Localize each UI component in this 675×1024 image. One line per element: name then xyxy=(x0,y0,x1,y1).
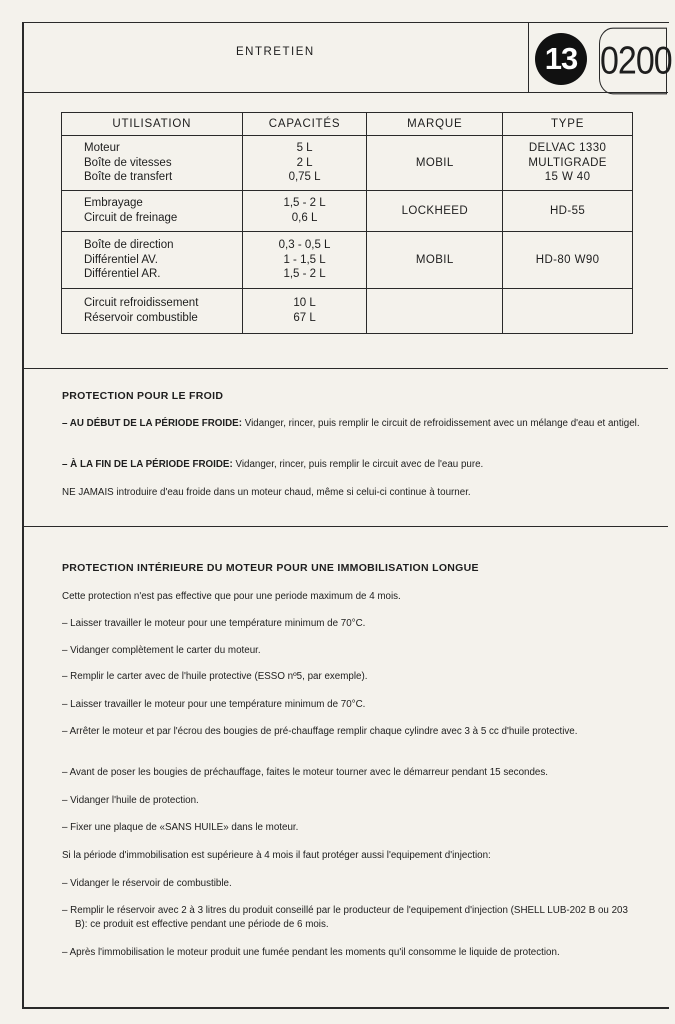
froid-paragraph-end xyxy=(62,458,627,472)
cell-line: MULTIGRADE xyxy=(528,156,607,169)
capacity-cell xyxy=(242,136,367,191)
list-item: – Laisser travailler le moteur pour une température minimum de 70°C. xyxy=(62,618,366,629)
type-cell xyxy=(503,289,633,334)
froid-lead: – À LA FIN DE LA PÉRIODE FROIDE: xyxy=(62,459,233,470)
type-cell xyxy=(503,136,633,191)
brand-cell xyxy=(367,191,503,232)
cell-line: Embrayage xyxy=(84,197,143,210)
table-row xyxy=(62,136,633,191)
section-title-immobilisation: PROTECTION INTÉRIEURE DU MOTEUR POUR UNE IMMOBILISATION LONGUE xyxy=(62,562,479,574)
list-item: – Laisser travailler le moteur pour une température minimum de 70°C. xyxy=(62,699,366,710)
page-code-badge: 0200 xyxy=(599,28,667,95)
utilisation-cell xyxy=(62,136,243,191)
capacity-cell xyxy=(242,289,367,334)
table-row xyxy=(62,232,633,289)
cell-line: HD-55 xyxy=(549,204,586,217)
brand-cell xyxy=(367,232,503,289)
cell-line: Différentiel AR. xyxy=(84,268,161,281)
section-separator xyxy=(22,368,668,369)
cell-line: Boîte de direction xyxy=(84,239,174,252)
cell-line: 1,5 - 2 L xyxy=(283,268,326,281)
cell-line: Boîte de vitesses xyxy=(84,156,172,169)
cell-line: 1,5 - 2 L xyxy=(283,197,326,210)
cell-line: MOBIL xyxy=(415,156,454,169)
list-item: – Avant de poser les bougies de préchauffage, faites le moteur tourner avec le démarreur pendant 15 secondes. xyxy=(62,767,548,778)
cell-line: 1 - 1,5 L xyxy=(283,253,326,266)
immobilisation-intro: Cette protection n'est pas effective que pour une periode maximum de 4 mois. xyxy=(62,591,401,602)
table-header-row xyxy=(62,113,633,136)
cell-line: 10 L xyxy=(293,297,316,310)
utilisation-cell xyxy=(62,191,243,232)
list-item: – Après l'immobilisation le moteur produit une fumée pendant les moments qu'il consomme le liquide de protection. xyxy=(62,947,560,958)
cell-line: 67 L xyxy=(293,312,316,324)
lubricant-table xyxy=(61,112,633,334)
cell-line: LOCKHEED xyxy=(401,204,469,217)
type-cell xyxy=(503,191,633,232)
utilisation-cell xyxy=(62,232,243,289)
section-number-badge: 13 xyxy=(535,33,587,85)
cell-line: Réservoir combustible xyxy=(84,312,198,324)
brand-cell xyxy=(367,289,503,334)
injection-note: Si la période d'immobilisation est supérieure à 4 mois il faut protéger aussi l'equipement d'injection: xyxy=(62,850,491,861)
column-header: MARQUE xyxy=(367,113,503,136)
cell-line: 0,3 - 0,5 L xyxy=(278,239,331,252)
section-separator xyxy=(22,526,668,527)
froid-text: Vidanger, rincer, puis remplir le circuit avec de l'eau pure. xyxy=(232,459,484,470)
list-item: – Vidanger l'huile de protection. xyxy=(62,795,199,806)
list-item: – Vidanger complètement le carter du moteur. xyxy=(62,645,261,656)
table-row xyxy=(62,289,633,334)
cell-line: Moteur xyxy=(84,142,120,155)
froid-text: Vidanger, rincer, puis remplir le circuit de refroidissement avec un mélange d'eau et antigel. xyxy=(241,418,640,429)
header-divider xyxy=(528,22,529,92)
cell-line: 2 L xyxy=(296,156,313,169)
list-item: – Arrêter le moteur et par l'écrou des bougies de pré-chauffage remplir chaque cylindre avec 3 à 5 cc d'huile protective. xyxy=(62,726,578,737)
column-header: UTILISATION xyxy=(62,113,243,136)
list-item: – Fixer une plaque de «SANS HUILE» dans le moteur. xyxy=(62,822,299,833)
table-row xyxy=(62,191,633,232)
froid-warning: NE JAMAIS introduire d'eau froide dans un moteur chaud, même si celui-ci continue à tourner. xyxy=(62,487,471,498)
list-item: – Remplir le réservoir avec 2 à 3 litres du produit conseillé par le producteur de l'equipement d'injection (SHELL LUB-202 B ou 203 B): ce produit est effective pendant une période de 6 mois. xyxy=(62,905,628,930)
capacity-cell xyxy=(242,191,367,232)
header-separator xyxy=(22,92,668,93)
cell-line: Circuit refroidissement xyxy=(84,297,199,310)
column-header: CAPACITÉS xyxy=(242,113,367,136)
froid-paragraph-start xyxy=(62,417,640,431)
froid-lead: – AU DÉBUT DE LA PÉRIODE FROIDE: xyxy=(62,418,242,429)
page-title: ENTRETIEN xyxy=(236,46,315,58)
brand-cell xyxy=(367,136,503,191)
section-title-froid: PROTECTION POUR LE FROID xyxy=(62,390,224,402)
cell-line: HD-80 W90 xyxy=(535,253,600,266)
type-cell xyxy=(503,232,633,289)
list-item: – Vidanger le réservoir de combustible. xyxy=(62,878,232,889)
capacity-cell xyxy=(242,232,367,289)
cell-line: 0,75 L xyxy=(288,171,321,184)
utilisation-cell xyxy=(62,289,243,334)
column-header: TYPE xyxy=(503,113,633,136)
list-item: – Remplir le carter avec de l'huile protective (ESSO nº5, par exemple). xyxy=(62,671,368,682)
cell-line: MOBIL xyxy=(415,253,454,266)
cell-line: 15 W 40 xyxy=(544,171,591,184)
cell-line: Circuit de freinage xyxy=(84,212,178,224)
cell-line: 5 L xyxy=(296,142,313,155)
cell-line: DELVAC 1330 xyxy=(528,142,607,155)
cell-line: Boîte de transfert xyxy=(84,171,173,184)
cell-line: Différentiel AV. xyxy=(84,253,158,266)
cell-line: 0,6 L xyxy=(291,212,318,224)
